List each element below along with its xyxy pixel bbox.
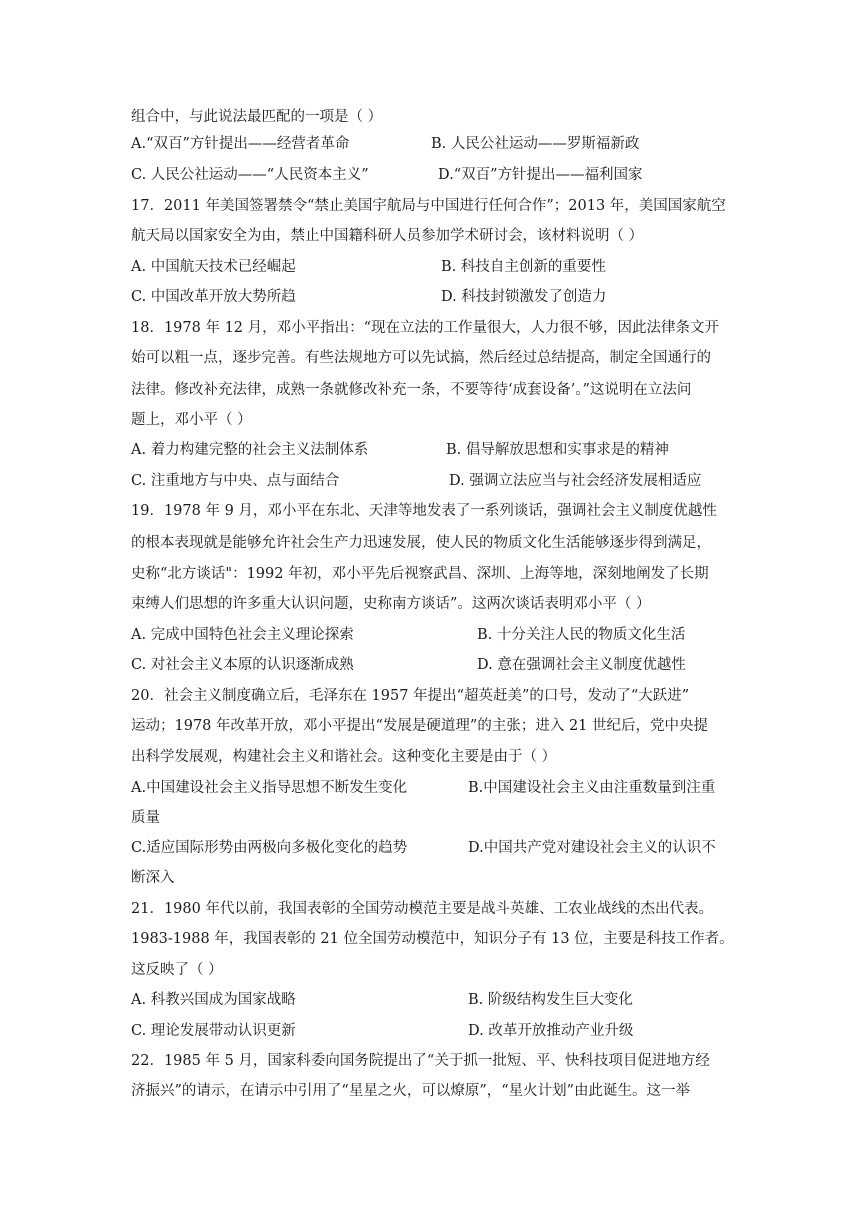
answer-option: C. 中国改革开放大势所趋 (131, 289, 296, 305)
text-line: 始可以粗一点，逐步完善。有些法规地方可以先试搞，然后经过总结提高，制定全国通行的 (131, 350, 711, 366)
text-line: 航天局以国家安全为由，禁止中国籍科研人员参加学术研讨会，该材料说明（ ） (131, 228, 644, 244)
answer-option: D.“双百”方针提出——福利国家 (438, 167, 643, 183)
answer-option: B. 阶级结构发生巨大变化 (468, 992, 633, 1008)
text-line: 18．1978 年 12 月，邓小平指出：“现在立法的工作量很大，人力很不够，因此法律条文开 (131, 320, 720, 336)
answer-option: A. 科教兴国成为国家战略 (131, 992, 296, 1008)
text-line: 史称“北方谈话"：1992 年初，邓小平先后视察武昌、深圳、上海等地，深刻地阐发了长期 (131, 566, 709, 582)
text-line: 组合中，与此说法最匹配的一项是（ ） (131, 109, 383, 125)
text-line: 出科学发展观，构建社会主义和谐社会。这种变化主要是由于（ ） (131, 749, 557, 765)
answer-option: A. 中国航天技术已经崛起 (131, 259, 296, 275)
answer-option: A. 完成中国特色社会主义理论探索 (131, 627, 354, 643)
text-line: 质量 (131, 810, 160, 826)
answer-option: A.“双百”方针提出——经营者革命 (131, 136, 350, 152)
answer-option: A. 着力构建完整的社会主义法制体系 (131, 442, 369, 458)
text-line: 运动；1978 年改革开放，邓小平提出“发展是硬道理”的主张；进入 21 世纪后，党中央提 (131, 718, 709, 734)
text-line: 题上，邓小平（ ） (131, 412, 252, 428)
answer-option: D.中国共产党对建设社会主义的认识不 (468, 840, 716, 856)
answer-option: B. 人民公社运动——罗斯福新政 (431, 136, 640, 152)
answer-option: B. 十分关注人民的物质文化生活 (477, 627, 686, 643)
answer-option: A.中国建设社会主义指导思想不断发生变化 (131, 780, 408, 796)
answer-option: D. 科技封锁激发了创造力 (441, 289, 607, 305)
answer-option: B. 科技自主创新的重要性 (441, 259, 606, 275)
answer-option: D. 意在强调社会主义制度优越性 (477, 657, 686, 673)
text-line: 济振兴”的请示，在请示中引用了“星星之火，可以燎原”，“星火计划”由此诞生。这一举 (131, 1083, 691, 1099)
text-line: 1983-1988 年，我国表彰的 21 位全国劳动模范中，知识分子有 13 位，主要是科技工作者。 (131, 931, 734, 947)
answer-option: C. 理论发展带动认识更新 (131, 1023, 296, 1039)
text-line: 20．社会主义制度确立后，毛泽东在 1957 年提出“超英赶美”的口号，发动了“大跃进” (131, 688, 690, 704)
answer-option: D. 强调立法应当与社会经济发展相适应 (449, 473, 702, 489)
text-line: 断深入 (131, 870, 175, 886)
text-line: 19．1978 年 9 月，邓小平在东北、天津等地发表了一系列谈话，强调社会主义制度优越性 (131, 503, 717, 519)
text-line: 的根本表现就是能够允许社会生产力迅速发展，使人民的物质文化生活能够逐步得到满足， (131, 535, 711, 551)
answer-option: C. 人民公社运动——“人民资本主义” (131, 167, 369, 183)
answer-option: C.适应国际形势由两极向多极化变化的趋势 (131, 840, 408, 856)
text-line: 这反映了（ ） (131, 962, 223, 978)
text-line: 束缚人们思想的许多重大认识问题，史称南方谈话”。这两次谈话表明邓小平（ ） (131, 596, 651, 612)
answer-option: B. 倡导解放思想和实事求是的精神 (446, 442, 669, 458)
text-line: 17．2011 年美国签署禁令“禁止美国宇航局与中国进行任何合作”；2013 年，美国国家航空 (131, 198, 726, 214)
answer-option: D. 改革开放推动产业升级 (468, 1023, 634, 1039)
answer-option: C. 注重地方与中央、点与面结合 (131, 473, 340, 489)
answer-option: B.中国建设社会主义由注重数量到注重 (468, 780, 716, 796)
text-line: 21．1980 年代以前，我国表彰的全国劳动模范主要是战斗英雄、工农业战线的杰出代表。 (131, 901, 713, 917)
text-line: 22．1985 年 5 月，国家科委向国务院提出了“关于抓一批短、平、快科技项目促进地方经 (131, 1053, 710, 1069)
text-line: 法律。修改补充法律，成熟一条就修改补充一条，不要等待‘成套设备’。”这说明在立法问 (131, 382, 692, 398)
answer-option: C. 对社会主义本原的认识逐渐成熟 (131, 657, 354, 673)
